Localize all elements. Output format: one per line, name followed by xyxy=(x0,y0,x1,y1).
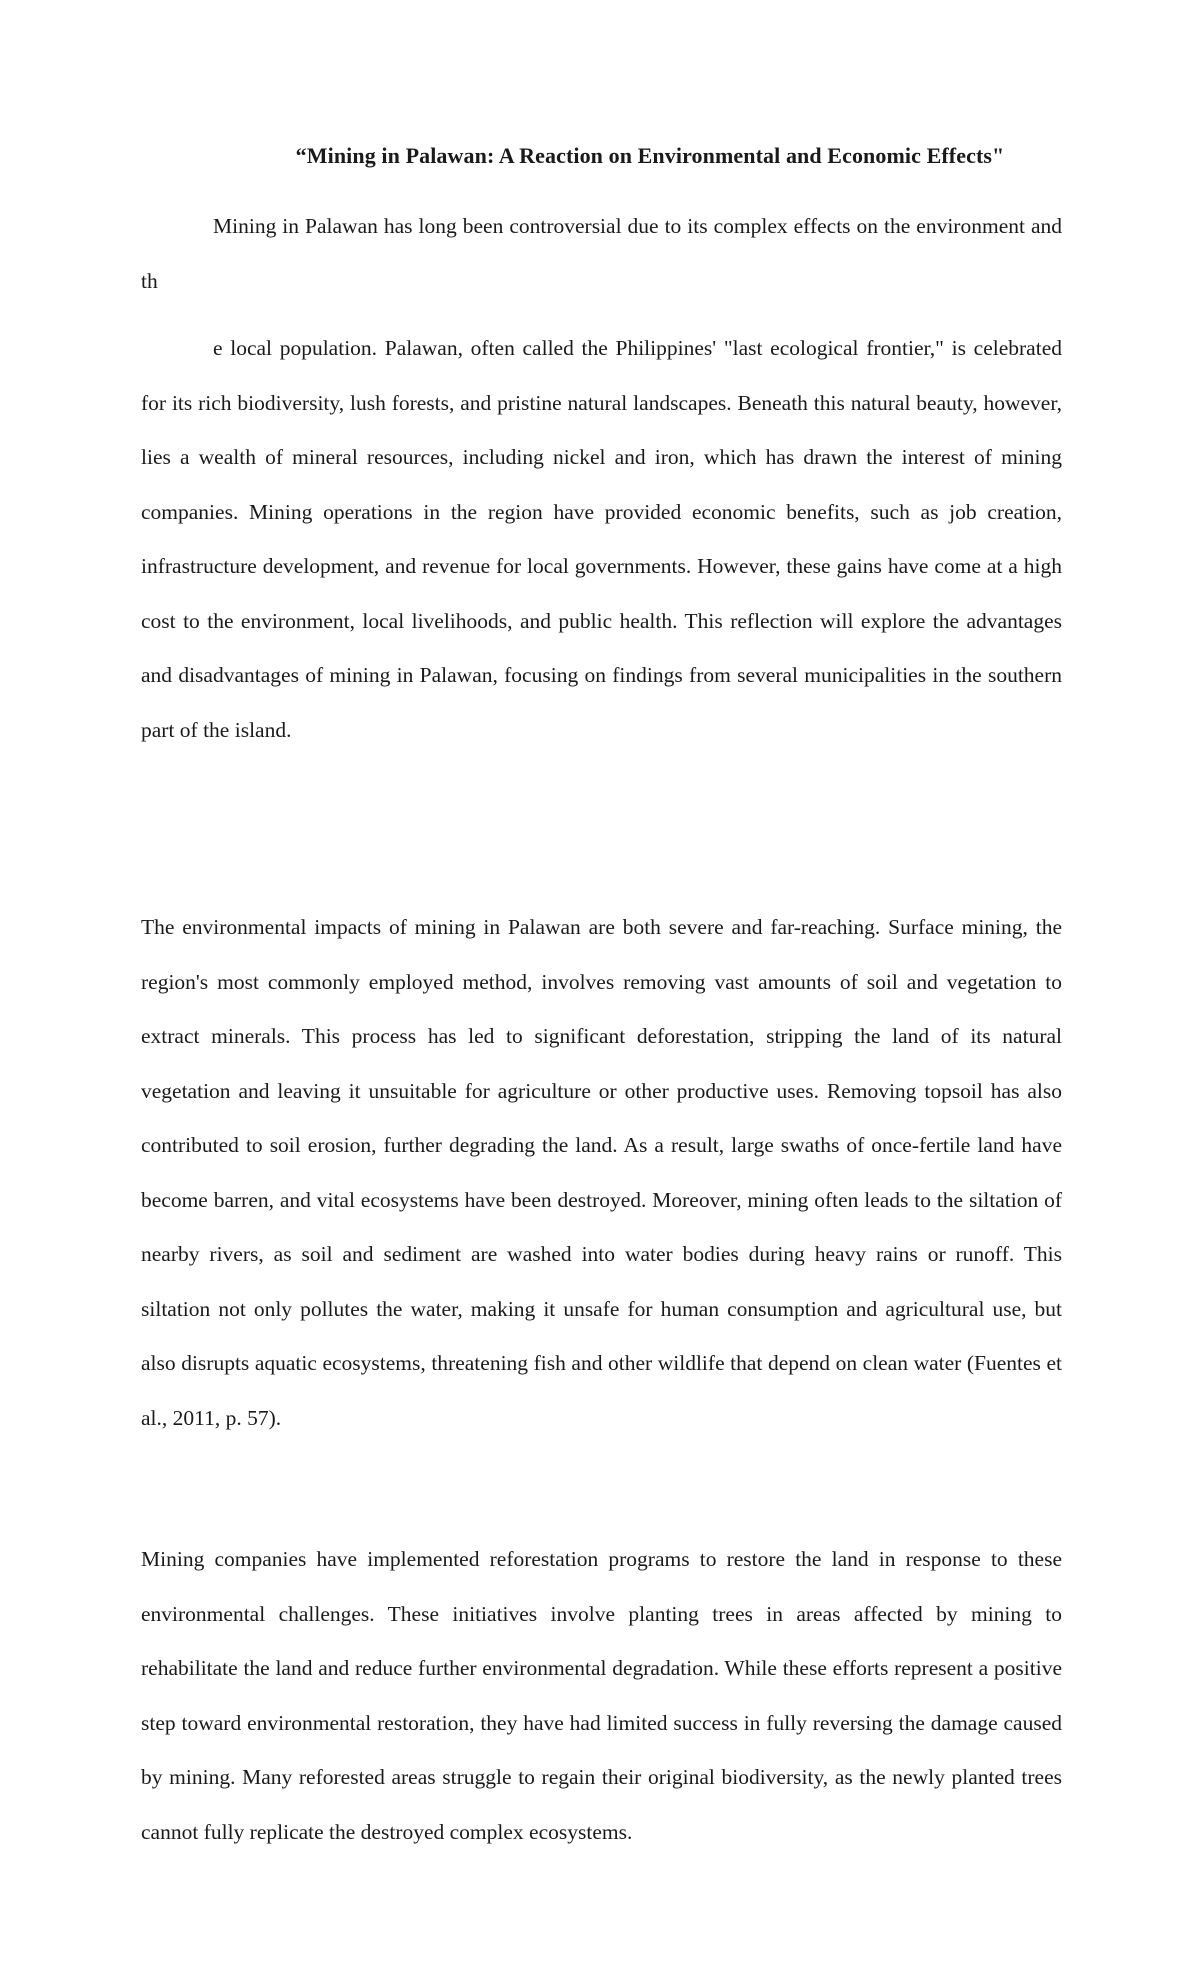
paragraph-2: e local population. Palawan, often called the Philippines' "last ecological frontier," is celebrated for its rich biodiversity, lush forests, and pristine natural landscapes. Beneath this natural beauty, however, lies a wealth of mineral resources, including nickel and iron, which has drawn the interest of mining companies. Mining operations in the region have provided economic benefits, such as job creation, infrastructure development, and revenue for local governments. However, these gains have come at a high cost to the environment, local livelihoods, and public health. This reflection will explore the advantages and disadvantages of mining in Palawan, focusing on findings from several municipalities in the southern part of the island. xyxy=(141,336,1062,742)
paragraph-4: Mining companies have implemented reforestation programs to restore the land in response to these environmental challenges. These initiatives involve planting trees in areas affected by mining to rehabilitate the land and reduce further environmental degradation. While these efforts represent a positive step toward environmental restoration, they have had limited success in fully reversing the damage caused by mining. Many reforested areas struggle to regain their original biodiversity, as the newly planted trees cannot fully replicate the destroyed complex ecosystems. xyxy=(141,1547,1062,1844)
paragraph-3: The environmental impacts of mining in Palawan are both severe and far-reaching. Surface mining, the region's most commonly employed method, involves removing vast amounts of soil and vegetation to extract minerals. This process has led to significant deforestation, stripping the land of its natural vegetation and leaving it unsuitable for agriculture or other productive uses. Removing topsoil has also contributed to soil erosion, further degrading the land. As a result, large swaths of once-fertile land have become barren, and vital ecosystems have been destroyed. Moreover, mining often leads to the siltation of nearby rivers, as soil and sediment are washed into water bodies during heavy rains or runoff. This siltation not only pollutes the water, making it unsafe for human consumption and agricultural use, but also disrupts aquatic ecosystems, threatening fish and other wildlife that depend on clean water (Fuentes et al., 2011, p. 57). xyxy=(141,915,1062,1430)
paragraph-1: Mining in Palawan has long been controversial due to its complex effects on the environment and th xyxy=(141,214,1062,293)
document-title: “Mining in Palawan: A Reaction on Environmental and Economic Effects" xyxy=(295,143,1005,168)
